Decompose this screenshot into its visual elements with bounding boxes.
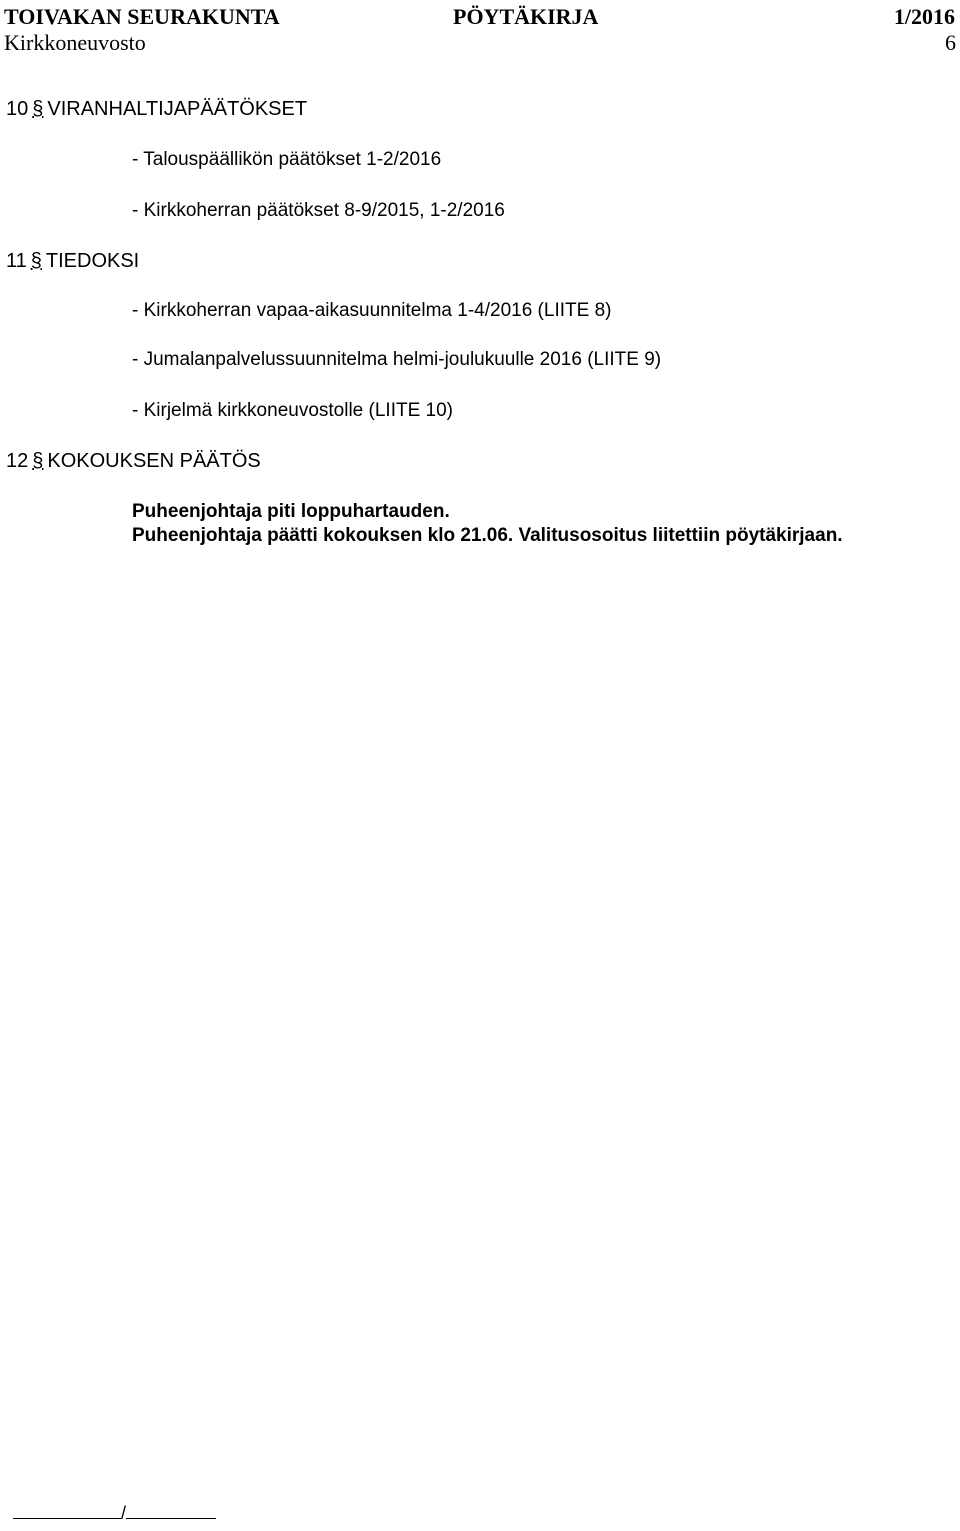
signature-blank-left[interactable]	[13, 1500, 121, 1519]
section-title: KOKOUKSEN PÄÄTÖS	[47, 450, 261, 472]
list-item: - Kirkkoherran vapaa-aikasuunnitelma 1-4/2016 (LIITE 8)	[132, 300, 612, 321]
signature-line	[13, 1500, 216, 1526]
list-item: - Talouspäällikön päätökset 1-2/2016	[132, 149, 442, 170]
signature-separator: /	[121, 1503, 127, 1523]
section-heading-11	[6, 249, 139, 273]
section-number: 11	[6, 250, 27, 272]
list-item: - Kirkkoherran päätökset 8-9/2015, 1-2/2016	[132, 200, 505, 221]
doc-number: 1/2016	[893, 4, 955, 29]
section-number: 12	[6, 450, 29, 472]
closing-line: Puheenjohtaja piti loppuhartauden.	[132, 501, 450, 522]
paragraph-symbol: §	[30, 250, 42, 272]
doc-type: PÖYTÄKIRJA	[453, 4, 599, 29]
section-title: TIEDOKSI	[45, 250, 140, 272]
section-heading-10	[6, 97, 307, 121]
page-number: 6	[945, 30, 956, 55]
list-item: - Jumalanpalvelussuunnitelma helmi-joulukuulle 2016 (LIITE 9)	[132, 349, 662, 370]
list-item: - Kirjelmä kirkkoneuvostolle (LIITE 10)	[132, 400, 453, 421]
paragraph-symbol: §	[32, 450, 44, 472]
section-title: VIRANHALTIJAPÄÄTÖKSET	[47, 98, 308, 120]
paragraph-symbol: §	[32, 98, 44, 120]
body-name: Kirkkoneuvosto	[4, 30, 146, 55]
section-number: 10	[6, 98, 29, 120]
org-name: TOIVAKAN SEURAKUNTA	[4, 4, 280, 29]
section-heading-12	[6, 449, 261, 473]
signature-blank-right[interactable]	[126, 1500, 216, 1519]
closing-line: Puheenjohtaja päätti kokouksen klo 21.06. Valitusosoitus liitettiin pöytäkirjaan.	[132, 525, 843, 546]
